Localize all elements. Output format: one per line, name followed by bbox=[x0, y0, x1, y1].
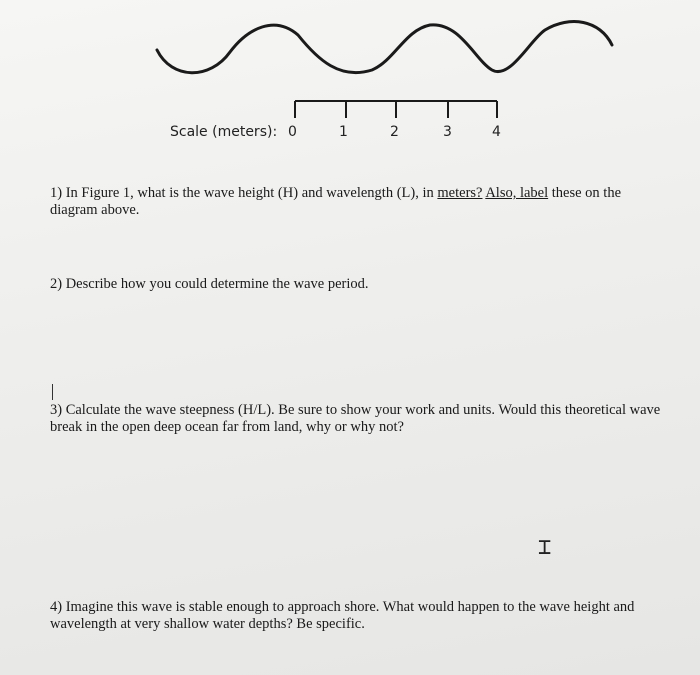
question-3-line-1: 3) Calculate the wave steepness (H/L). Be sure to show your work and units. Would this theoretical wave bbox=[50, 402, 661, 418]
question-1-also-label: Also, label bbox=[485, 185, 549, 201]
question-1-number: 1) bbox=[50, 185, 63, 201]
scale-tick-2: 2 bbox=[390, 124, 399, 140]
question-1-line-2: diagram above. bbox=[50, 202, 140, 218]
question-4-line-2: wavelength at very shallow water depths? Be specific. bbox=[50, 616, 365, 632]
text-cursor bbox=[52, 384, 53, 400]
wave-curve bbox=[157, 22, 612, 73]
question-1-line-1 bbox=[50, 185, 621, 202]
scale-label: Scale (meters): bbox=[170, 124, 278, 140]
question-4-line-1: 4) Imagine this wave is stable enough to approach shore. What would happen to the wave height and bbox=[50, 599, 635, 615]
scale-tick-1: 1 bbox=[339, 124, 348, 140]
question-3 bbox=[50, 402, 700, 436]
figure-1-diagram bbox=[0, 0, 700, 160]
ibeam-cursor-icon: ⌶ bbox=[538, 535, 552, 560]
scale-bar bbox=[295, 101, 497, 118]
question-1-meters: meters? bbox=[437, 185, 483, 201]
scale-tick-3: 3 bbox=[443, 124, 452, 140]
question-2-line-1: 2) Describe how you could determine the wave period. bbox=[50, 276, 369, 292]
question-4 bbox=[50, 599, 634, 633]
question-3-line-2: break in the open deep ocean far from land, why or why not? bbox=[50, 419, 404, 435]
scale-tick-4: 4 bbox=[492, 124, 501, 140]
question-2 bbox=[50, 276, 369, 293]
question-1 bbox=[50, 185, 621, 219]
question-1-text-a: In Figure 1, what is the wave height (H) and wavelength (L), in bbox=[65, 185, 434, 201]
scale-tick-0: 0 bbox=[288, 124, 297, 140]
question-1-text-d: these on the bbox=[551, 185, 622, 201]
